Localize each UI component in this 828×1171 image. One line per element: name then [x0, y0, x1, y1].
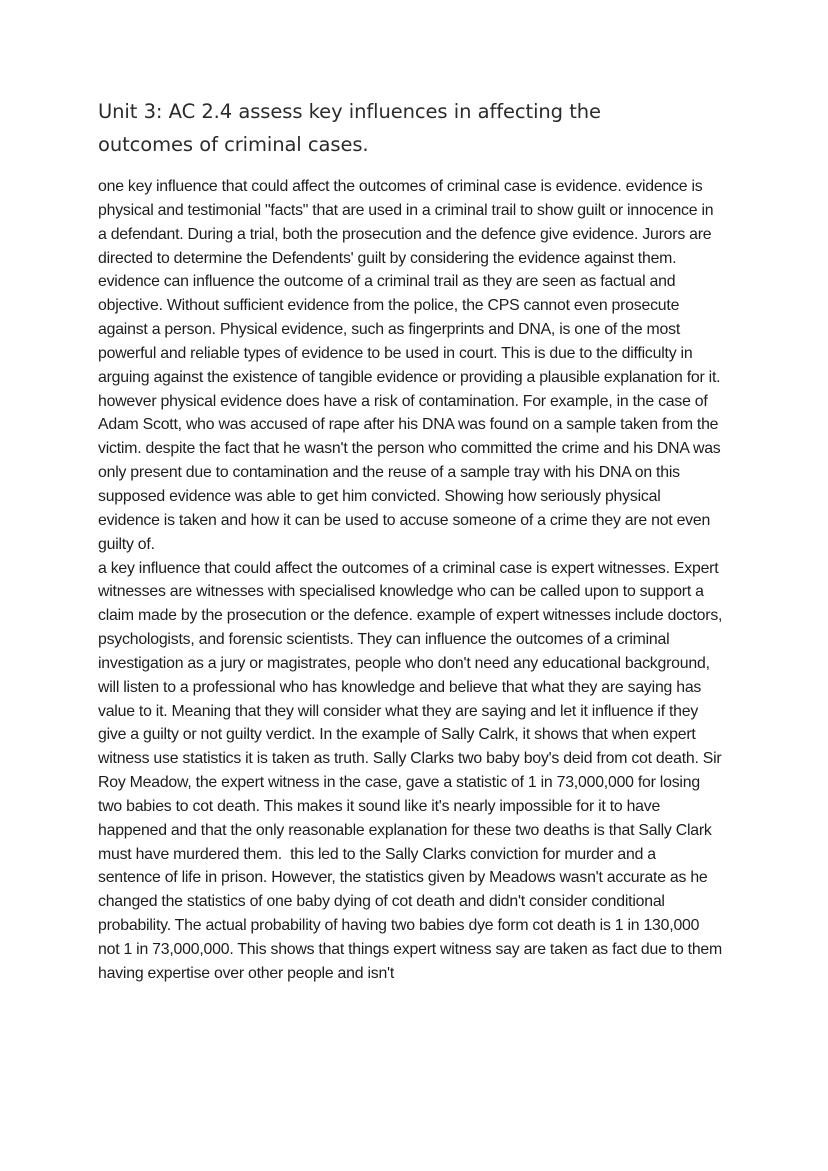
document-content [98, 96, 732, 986]
page-title: Unit 3: AC 2.4 assess key influences in affecting the outcomes of criminal cases. [98, 100, 601, 156]
body-paragraph-expert-witnesses: a key influence that could affect the outcomes of a criminal case is expert witnesses. Expert witnesses are witnesses with specialised knowledge who can be called upon to support a claim made by the prosecution or the defence. example of expert witnesses include doctors, psychologists, and forensic scientists. They can influence the outcomes of a criminal investigation as a jury or magistrates, people who don't need any educational background, will listen to a professional who has knowledge and believe that what they are saying has value to it. Meaning that they will consider what they are saying and let it influence if they give a guilty or not guilty verdict. In the example of Sally Calrk, it shows that when expert witness use statistics it is taken as truth. Sally Clarks two baby boy's deid from cot death. Sir Roy Meadow, the expert witness in the case, gave a statistic of 1 in 73,000,000 for losing two babies to cot death. This makes it sound like it's nearly impossible for it to have happened and that the only reasonable explanation for these two deaths is that Sally Clark must have murdered them. this led to the Sally Clarks conviction for murder and a sentence of life in prison. However, the statistics given by Meadows wasn't accurate as he changed the statistics of one baby dying of cot death and didn't consider conditional probability. The actual probability of having two babies dye form cot death is 1 in 130,000 not 1 in 73,000,000. This shows that things expert witness say are taken as fact due to them having expertise over other people and isn't [98, 558, 727, 982]
body-paragraph-evidence: one key influence that could affect the outcomes of criminal case is evidence. evidence is physical and testimonial "facts" that are used in a criminal trail to show guilt or innocence in a defendant. During a trial, both the prosecution and the defence give evidence. Jurors are directed to determine the Defendents' guilt by considering the evidence against them. evidence can influence the outcome of a criminal trail as they are seen as factual and objective. Without sufficient evidence from the police, the CPS cannot even prosecute against a person. Physical evidence, such as fingerprints and DNA, is one of the most powerful and reliable types of evidence to be used in court. This is due to the difficulty in arguing against the existence of tangible evidence or providing a plausible explanation for it. however physical evidence does have a risk of contamination. For example, in the case of Adam Scott, who was accused of rape after his DNA was found on a sample taken from the victim. despite the fact that he wasn't the person who committed the crime and his DNA was only present due to contamination and the reuse of a sample tray with his DNA on this supposed evidence was able to get him convicted. Showing how seriously physical evidence is taken and how it can be used to accuse someone of a crime they are not even guilty of. [98, 177, 725, 553]
